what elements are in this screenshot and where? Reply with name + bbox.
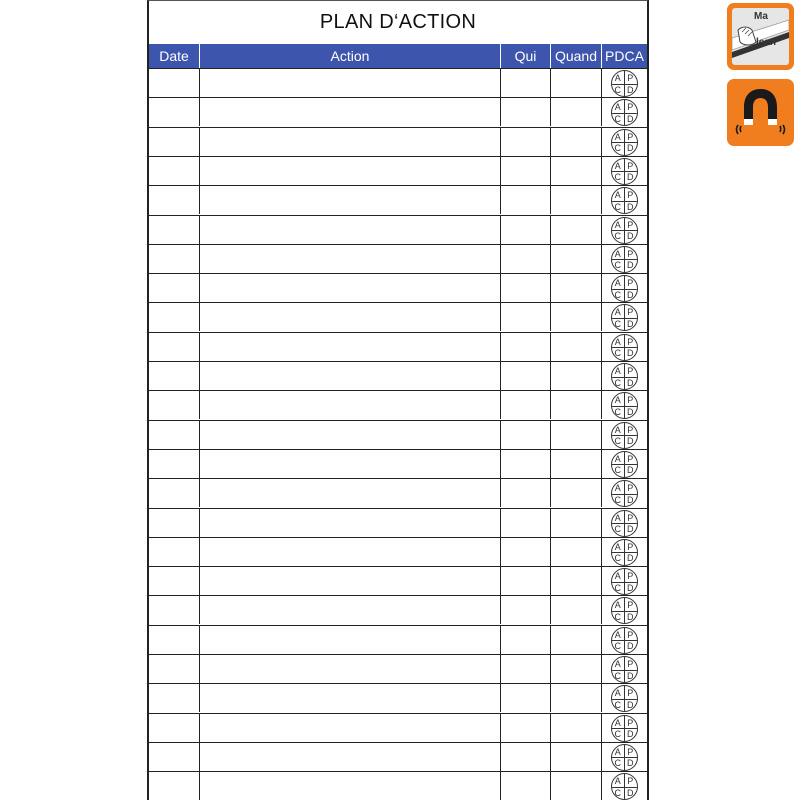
pdca-letter-d: D: [627, 231, 634, 241]
pdca-letter-d: D: [627, 553, 634, 564]
pdca-letter-d: D: [627, 670, 634, 681]
pdca-wheel-icon: [611, 656, 638, 683]
date-cell: [149, 684, 199, 712]
pdca-cell: [601, 772, 647, 800]
pdca-cell: [601, 98, 647, 126]
table-row: [149, 449, 647, 478]
quand-cell: [550, 391, 601, 419]
date-cell: [149, 509, 199, 537]
pdca-cell: [601, 538, 647, 566]
table-row: [149, 566, 647, 595]
qui-cell: [500, 538, 550, 566]
pdca-letter-a: A: [614, 424, 621, 435]
pdca-cell: [601, 509, 647, 537]
action-cell: [199, 626, 500, 654]
pdca-wheel-icon: [611, 158, 638, 185]
date-cell: [149, 743, 199, 771]
table-row: [149, 215, 647, 244]
date-cell: [149, 274, 199, 302]
pdca-letter-p: P: [627, 776, 634, 787]
pdca-letter-c: C: [614, 143, 621, 154]
pdca-letter-a: A: [614, 453, 621, 464]
qui-cell: [500, 362, 550, 390]
quand-cell: [550, 421, 601, 449]
table-row: [149, 332, 647, 361]
pdca-letter-c: C: [614, 406, 621, 417]
table-row: [149, 273, 647, 302]
quand-cell: [550, 157, 601, 185]
date-cell: [149, 157, 199, 185]
date-cell: [149, 772, 199, 800]
pdca-wheel-icon: [611, 217, 638, 244]
date-cell: [149, 245, 199, 273]
pdca-wheel-icon: [611, 597, 638, 624]
pdca-cell: [601, 655, 647, 683]
date-cell: [149, 98, 199, 126]
pdca-letter-d: D: [627, 143, 634, 154]
table-row: [149, 508, 647, 537]
column-header-date: Date: [159, 48, 189, 64]
qui-cell: [500, 509, 550, 537]
quand-cell: [550, 626, 601, 654]
table-row: [149, 390, 647, 419]
qui-cell: [500, 69, 550, 97]
pdca-letter-d: D: [627, 260, 634, 271]
date-cell: [149, 69, 199, 97]
action-plan-board: [147, 0, 649, 800]
pdca-wheel-icon: [611, 246, 638, 273]
pdca-letter-c: C: [614, 758, 621, 769]
pdca-letter-c: C: [614, 318, 621, 329]
table-body: [149, 68, 647, 800]
qui-cell: [500, 655, 550, 683]
table-row: [149, 156, 647, 185]
quand-cell: [550, 128, 601, 156]
pdca-letter-c: C: [614, 377, 621, 388]
pdca-letter-c: C: [614, 113, 621, 124]
pdca-letter-p: P: [627, 717, 634, 728]
table-row: [149, 478, 647, 507]
pdca-letter-d: D: [627, 318, 634, 329]
pdca-letter-c: C: [614, 465, 621, 476]
pdca-letter-c: C: [614, 84, 621, 95]
pdca-wheel-icon: [611, 480, 638, 507]
pdca-letter-a: A: [614, 102, 621, 113]
pdca-letter-d: D: [627, 84, 634, 95]
pdca-cell: [601, 479, 647, 507]
quand-cell: [550, 98, 601, 126]
qui-cell: [500, 714, 550, 742]
quand-cell: [550, 655, 601, 683]
pdca-letter-a: A: [614, 73, 621, 83]
pdca-wheel-icon: [611, 773, 638, 800]
pdca-wheel-icon: [611, 363, 638, 390]
pdca-letter-a: A: [614, 629, 621, 640]
pdca-cell: [601, 333, 647, 361]
pdca-letter-p: P: [627, 541, 634, 552]
pdca-letter-a: A: [614, 219, 621, 230]
table-row: [149, 244, 647, 273]
pdca-letter-c: C: [614, 670, 621, 681]
date-cell: [149, 391, 199, 419]
pdca-letter-c: C: [614, 611, 621, 622]
pdca-wheel-icon: [611, 568, 638, 595]
qui-cell: [500, 98, 550, 126]
pdca-letter-p: P: [627, 219, 634, 230]
table-header: [149, 44, 647, 68]
quand-cell: [550, 333, 601, 361]
action-cell: [199, 128, 500, 156]
pdca-letter-a: A: [614, 746, 621, 757]
pdca-wheel-icon: [611, 451, 638, 478]
pdca-letter-d: D: [627, 348, 634, 359]
date-cell: [149, 567, 199, 595]
table-row: [149, 654, 647, 683]
table-row: [149, 683, 647, 712]
pdca-cell: [601, 421, 647, 449]
quand-cell: [550, 274, 601, 302]
pdca-wheel-icon: [611, 129, 638, 156]
date-cell: [149, 714, 199, 742]
pdca-wheel-icon: [611, 627, 638, 654]
table-row: [149, 771, 647, 800]
pdca-letter-a: A: [614, 688, 621, 699]
magnetic-badge: [727, 79, 794, 146]
pdca-wheel-icon: [611, 422, 638, 449]
quand-cell: [550, 450, 601, 478]
pdca-letter-c: C: [614, 582, 621, 593]
pdca-letter-a: A: [614, 160, 621, 171]
date-cell: [149, 626, 199, 654]
table-row: [149, 97, 647, 126]
pdca-cell: [601, 69, 647, 97]
pdca-letter-a: A: [614, 600, 621, 611]
pdca-letter-d: D: [627, 582, 634, 593]
table-row: [149, 127, 647, 156]
pdca-letter-p: P: [627, 73, 634, 83]
quand-cell: [550, 538, 601, 566]
date-cell: [149, 128, 199, 156]
action-cell: [199, 479, 500, 507]
pdca-wheel-icon: [611, 715, 638, 742]
pdca-letter-c: C: [614, 787, 621, 798]
quand-cell: [550, 479, 601, 507]
pdca-letter-c: C: [614, 524, 621, 534]
table-row: [149, 742, 647, 771]
qui-cell: [500, 567, 550, 595]
action-cell: [199, 333, 500, 361]
quand-cell: [550, 684, 601, 712]
pdca-letter-c: C: [614, 260, 621, 271]
pdca-letter-a: A: [614, 571, 621, 582]
action-cell: [199, 509, 500, 537]
pdca-letter-p: P: [627, 248, 634, 259]
action-cell: [199, 772, 500, 800]
action-cell: [199, 684, 500, 712]
pdca-letter-a: A: [614, 307, 621, 318]
action-cell: [199, 421, 500, 449]
pdca-letter-d: D: [627, 172, 634, 183]
action-cell: [199, 98, 500, 126]
pdca-letter-c: C: [614, 231, 621, 241]
pdca-letter-p: P: [627, 424, 634, 435]
pdca-cell: [601, 391, 647, 419]
qui-cell: [500, 157, 550, 185]
pdca-letter-a: A: [614, 776, 621, 787]
pdca-cell: [601, 450, 647, 478]
table-row: [149, 420, 647, 449]
pdca-letter-p: P: [627, 571, 634, 582]
wipe-clean-icon: [732, 8, 789, 65]
qui-cell: [500, 626, 550, 654]
column-header-pdca: PDCA: [601, 44, 647, 68]
pdca-letter-d: D: [627, 524, 634, 534]
pdca-letter-p: P: [627, 659, 634, 669]
pdca-letter-c: C: [614, 348, 621, 359]
date-cell: [149, 421, 199, 449]
pdca-letter-p: P: [627, 600, 634, 611]
action-cell: [199, 450, 500, 478]
qui-cell: [500, 743, 550, 771]
pdca-letter-d: D: [627, 289, 634, 300]
qui-cell: [500, 479, 550, 507]
pdca-wheel-icon: [611, 70, 638, 97]
pdca-wheel-icon: [611, 99, 638, 126]
pdca-cell: [601, 303, 647, 331]
pdca-letter-d: D: [627, 494, 634, 505]
clean-label-top: Ma: [754, 11, 768, 22]
pdca-letter-p: P: [627, 512, 634, 523]
pdca-letter-a: A: [614, 336, 621, 347]
action-cell: [199, 391, 500, 419]
date-cell: [149, 450, 199, 478]
pdca-letter-p: P: [627, 307, 634, 318]
table-row: [149, 361, 647, 390]
pdca-cell: [601, 714, 647, 742]
pdca-letter-a: A: [614, 190, 621, 201]
quand-cell: [550, 743, 601, 771]
pdca-letter-c: C: [614, 553, 621, 564]
pdca-cell: [601, 567, 647, 595]
pdca-letter-c: C: [614, 494, 621, 505]
pdca-letter-a: A: [614, 248, 621, 259]
pdca-letter-c: C: [614, 201, 621, 212]
pdca-wheel-icon: [611, 685, 638, 712]
action-cell: [199, 216, 500, 244]
action-cell: [199, 303, 500, 331]
column-header-action: Action: [199, 44, 500, 68]
action-cell: [199, 567, 500, 595]
pdca-letter-a: A: [614, 483, 621, 494]
quand-cell: [550, 714, 601, 742]
pdca-letter-p: P: [627, 395, 634, 406]
quand-cell: [550, 509, 601, 537]
pdca-letter-p: P: [627, 102, 634, 113]
action-cell: [199, 596, 500, 624]
qui-cell: [500, 596, 550, 624]
pdca-letter-d: D: [627, 729, 634, 740]
pdca-letter-a: A: [614, 366, 621, 376]
pdca-letter-a: A: [614, 278, 621, 289]
pdca-wheel-icon: [611, 744, 638, 771]
date-cell: [149, 538, 199, 566]
magnet-icon: [727, 79, 794, 146]
pdca-letter-d: D: [627, 641, 634, 652]
pdca-wheel-icon: [611, 334, 638, 361]
qui-cell: [500, 216, 550, 244]
qui-cell: [500, 391, 550, 419]
column-header-qui: Qui: [500, 44, 550, 68]
pdca-wheel-icon: [611, 187, 638, 214]
table-row: [149, 537, 647, 566]
quand-cell: [550, 69, 601, 97]
pdca-cell: [601, 245, 647, 273]
date-cell: [149, 655, 199, 683]
quand-cell: [550, 303, 601, 331]
pdca-letter-p: P: [627, 278, 634, 289]
pdca-letter-d: D: [627, 758, 634, 769]
pdca-letter-a: A: [614, 512, 621, 523]
action-cell: [199, 655, 500, 683]
quand-cell: [550, 362, 601, 390]
pdca-letter-d: D: [627, 436, 634, 447]
pdca-letter-a: A: [614, 659, 621, 669]
pdca-letter-p: P: [627, 453, 634, 464]
action-cell: [199, 743, 500, 771]
action-cell: [199, 538, 500, 566]
pdca-wheel-icon: [611, 392, 638, 419]
pdca-letter-p: P: [627, 746, 634, 757]
pdca-wheel-icon: [611, 539, 638, 566]
quand-cell: [550, 567, 601, 595]
qui-cell: [500, 128, 550, 156]
pdca-letter-c: C: [614, 699, 621, 710]
date-cell: [149, 303, 199, 331]
pdca-letter-c: C: [614, 172, 621, 183]
pdca-letter-d: D: [627, 406, 634, 417]
date-cell: [149, 333, 199, 361]
qui-cell: [500, 772, 550, 800]
table-row: [149, 302, 647, 331]
date-cell: [149, 362, 199, 390]
date-cell: [149, 216, 199, 244]
pdca-letter-d: D: [627, 201, 634, 212]
table-row: [149, 68, 647, 97]
quand-cell: [550, 186, 601, 214]
qui-cell: [500, 303, 550, 331]
table-row: [149, 595, 647, 624]
pdca-cell: [601, 128, 647, 156]
pdca-cell: [601, 186, 647, 214]
pdca-wheel-icon: [611, 275, 638, 302]
pdca-letter-c: C: [614, 729, 621, 740]
table-row: [149, 713, 647, 742]
pdca-letter-c: C: [614, 641, 621, 652]
pdca-cell: [601, 157, 647, 185]
pdca-letter-c: C: [614, 289, 621, 300]
pdca-letter-d: D: [627, 377, 634, 388]
pdca-cell: [601, 216, 647, 244]
pdca-letter-a: A: [614, 131, 621, 142]
qui-cell: [500, 421, 550, 449]
pdca-letter-p: P: [627, 336, 634, 347]
quand-cell: [550, 596, 601, 624]
pdca-letter-a: A: [614, 541, 621, 552]
action-cell: [199, 157, 500, 185]
qui-cell: [500, 245, 550, 273]
pdca-letter-d: D: [627, 465, 634, 476]
pdca-letter-a: A: [614, 395, 621, 406]
qui-cell: [500, 684, 550, 712]
pdca-cell: [601, 684, 647, 712]
qui-cell: [500, 274, 550, 302]
qui-cell: [500, 186, 550, 214]
pdca-cell: [601, 362, 647, 390]
date-cell: [149, 186, 199, 214]
pdca-letter-p: P: [627, 190, 634, 201]
pdca-letter-c: C: [614, 436, 621, 447]
pdca-letter-d: D: [627, 611, 634, 622]
action-cell: [199, 69, 500, 97]
action-cell: [199, 714, 500, 742]
quand-cell: [550, 772, 601, 800]
pdca-letter-p: P: [627, 131, 634, 142]
pdca-letter-d: D: [627, 699, 634, 710]
quand-cell: [550, 245, 601, 273]
wipe-clean-badge: [727, 3, 794, 70]
table-row: [149, 185, 647, 214]
action-cell: [199, 186, 500, 214]
date-cell: [149, 596, 199, 624]
board-title: PLAN D‘ACTION: [319, 11, 477, 33]
pdca-letter-p: P: [627, 160, 634, 171]
qui-cell: [500, 450, 550, 478]
quand-cell: [550, 216, 601, 244]
pdca-letter-d: D: [627, 113, 634, 124]
pdca-wheel-icon: [611, 510, 638, 537]
action-cell: [199, 362, 500, 390]
pdca-cell: [601, 274, 647, 302]
column-header-quand: Quand: [550, 44, 601, 68]
action-cell: [199, 245, 500, 273]
pdca-letter-p: P: [627, 688, 634, 699]
clean-label-bottom: lean: [756, 37, 777, 48]
pdca-letter-a: A: [614, 717, 621, 728]
pdca-letter-p: P: [627, 366, 634, 376]
table-row: [149, 625, 647, 654]
qui-cell: [500, 333, 550, 361]
pdca-cell: [601, 596, 647, 624]
action-cell: [199, 274, 500, 302]
pdca-wheel-icon: [611, 304, 638, 331]
date-cell: [149, 479, 199, 507]
pdca-cell: [601, 743, 647, 771]
pdca-letter-p: P: [627, 629, 634, 640]
pdca-cell: [601, 626, 647, 654]
pdca-letter-p: P: [627, 483, 634, 494]
pdca-letter-d: D: [627, 787, 634, 798]
